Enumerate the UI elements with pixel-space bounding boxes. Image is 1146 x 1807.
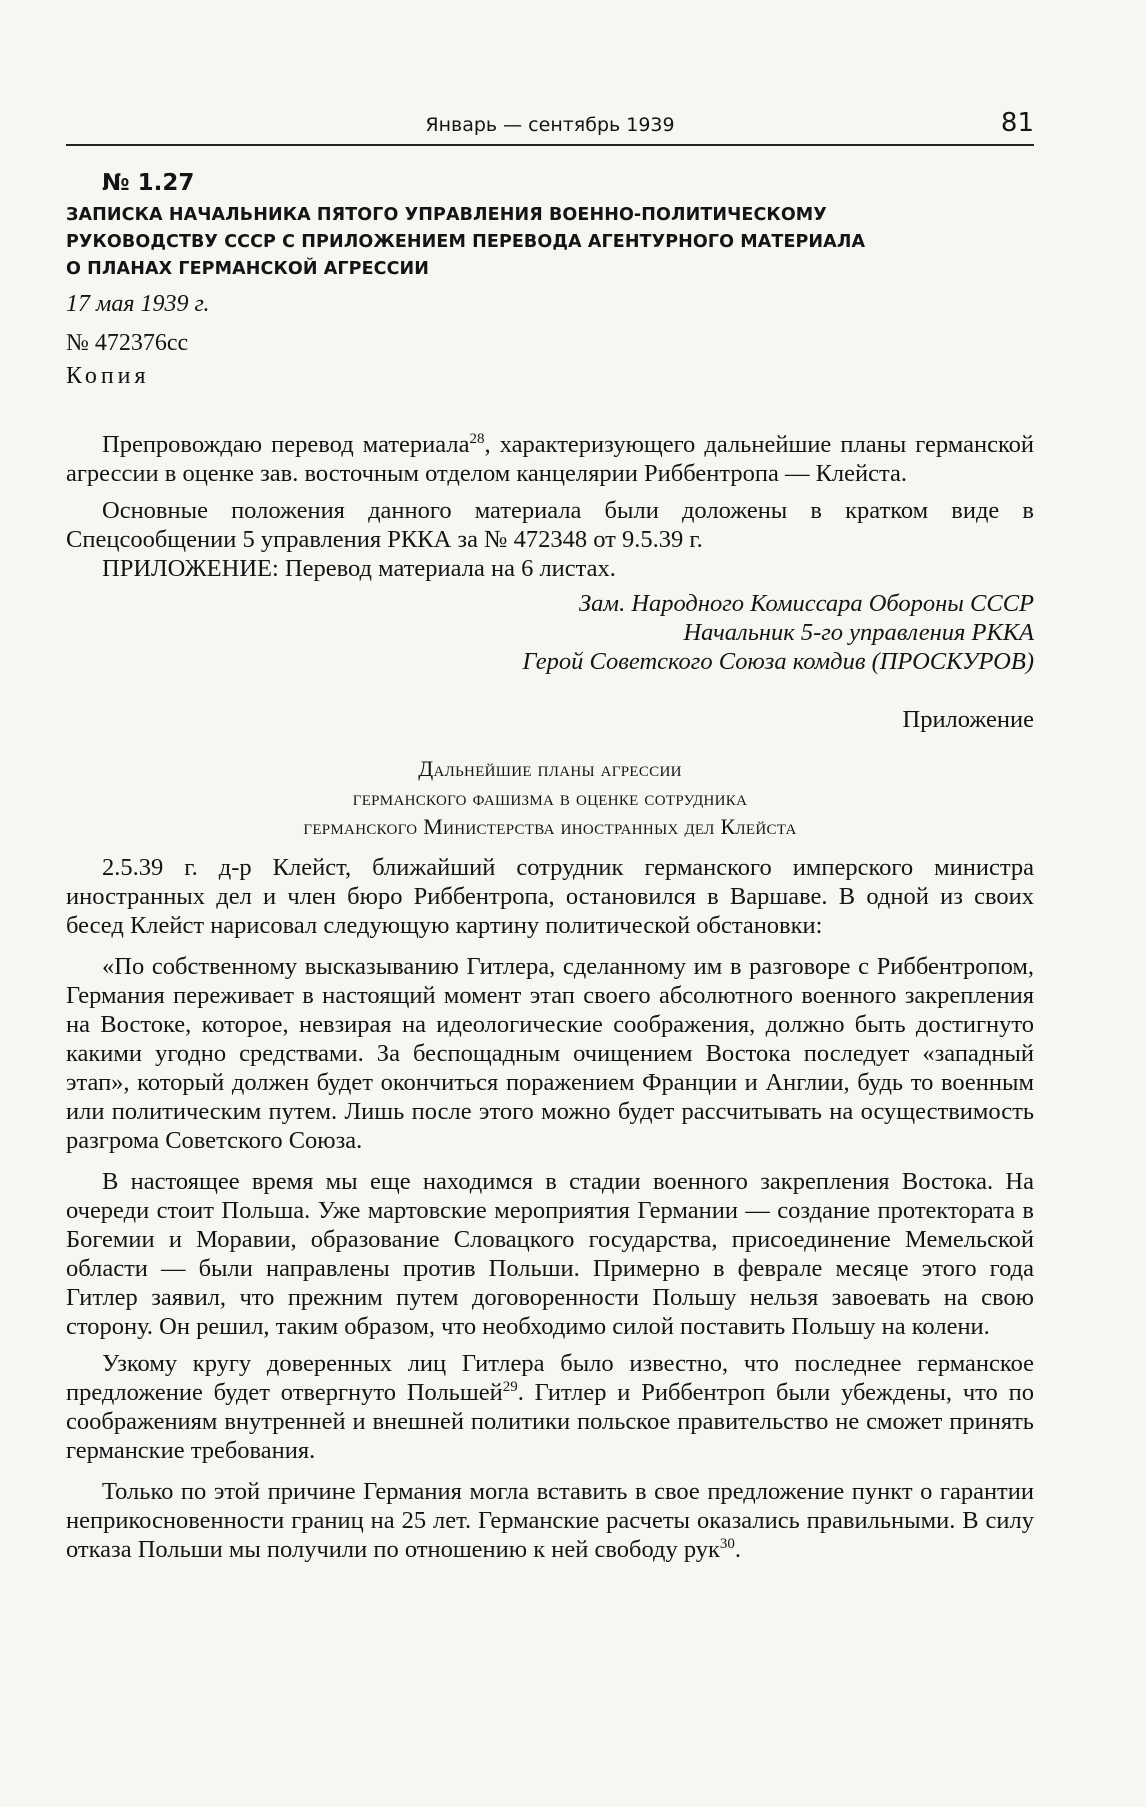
signature-line: Начальник 5-го управления РККА bbox=[683, 619, 1034, 646]
paragraph-attachment: ПРИЛОЖЕНИЕ: Перевод материала на 6 листах. bbox=[102, 555, 616, 582]
heading-line: РУКОВОДСТВУ СССР С ПРИЛОЖЕНИЕМ ПЕРЕВОДА АГЕНТУРНОГО МАТЕРИАЛА bbox=[66, 232, 866, 252]
running-title: Январь — сентябрь 1939 bbox=[425, 114, 675, 136]
copy-mark: Копия bbox=[66, 363, 150, 389]
paragraph-text: . bbox=[734, 1536, 742, 1563]
paragraph-transmittal bbox=[66, 430, 1034, 488]
paragraph-text: , характеризующего дальнейшие планы германской агрессии в оценке зав. восточным отделом канцелярии Риббентропа — Клейста. bbox=[66, 431, 1034, 487]
signature-line: Зам. Народного Комиссара Обороны СССР bbox=[579, 590, 1034, 617]
running-header bbox=[66, 108, 1034, 146]
page-number: 81 bbox=[1000, 108, 1034, 138]
appendix-title-line: германского фашизма в оценке сотрудника bbox=[352, 785, 748, 810]
signature-line: Герой Советского Союза комдив (ПРОСКУРОВ) bbox=[522, 648, 1034, 675]
appendix-paragraph bbox=[66, 1477, 1034, 1564]
paragraph-text: . Гитлер и Риббентроп были убеждены, что по соображениям внутренней и внешней политики польское правительство не сможет принять германские требования. bbox=[66, 1379, 1034, 1464]
document-heading bbox=[66, 202, 1034, 283]
document-date: 17 мая 1939 г. bbox=[66, 291, 210, 317]
appendix-title-line: германского Министерства иностранных дел Клейста bbox=[303, 814, 797, 839]
footnote-ref: 30 bbox=[719, 1535, 735, 1552]
appendix-title-line: Дальнейшие планы агрессии bbox=[418, 756, 682, 781]
registration-number: № 472376сс bbox=[66, 330, 189, 356]
appendix-paragraph bbox=[66, 1349, 1034, 1465]
appendix-paragraph: 2.5.39 г. д-р Клейст, ближайший сотрудник германского имперского министра иностранных дел и член бюро Риббентропа, остановился в Варшаве. В одной из своих бесед Клейст нарисовал следующую картину политической обстановки: bbox=[66, 854, 1034, 939]
footnote-ref: 29 bbox=[502, 1378, 518, 1395]
footnote-ref: 28 bbox=[469, 430, 485, 447]
paragraph-text: Узкому кругу доверенных лиц Гитлера было известно, что последнее германское предложение будет отвергнуто Польшей bbox=[66, 1350, 1034, 1406]
paragraph-summary: Основные положения данного материала были доложены в кратком виде в Спецсообщении 5 управления РККА за № 472348 от 9.5.39 г. bbox=[66, 497, 1034, 553]
paragraph-text: Препровождаю перевод материала bbox=[102, 431, 470, 458]
signature-block bbox=[66, 589, 1034, 676]
appendix-title bbox=[66, 754, 1034, 841]
heading-line: ЗАПИСКА НАЧАЛЬНИКА ПЯТОГО УПРАВЛЕНИЯ ВОЕННО-ПОЛИТИЧЕСКОМУ bbox=[66, 205, 827, 225]
heading-line: О ПЛАНАХ ГЕРМАНСКОЙ АГРЕССИИ bbox=[66, 259, 430, 279]
appendix-label: Приложение bbox=[902, 706, 1034, 733]
appendix-paragraph: «По собственному высказыванию Гитлера, сделанному им в разговоре с Риббентропом, Германия переживает в настоящий момент этап своего абсолютного военного закрепления на Востоке, которое, невзирая на идеологические соображения, должно быть достигнуто какими угодно средствами. За беспощадным очищением Востока последует «западный этап», который должен будет окончиться поражением Франции и Англии, будь то военным или политическим путем. Лишь после этого можно будет рассчитывать на осуществимость разгрома Советского Союза. bbox=[66, 953, 1034, 1154]
document-number: № 1.27 bbox=[102, 170, 195, 196]
paragraph-text: Только по этой причине Германия могла вставить в свое предложение пункт о гарантии неприкосновенности границ на 25 лет. Германские расчеты оказались правильными. В силу отказа Польши мы получили по отношению к ней свободу рук bbox=[66, 1478, 1034, 1563]
appendix-paragraph: В настоящее время мы еще находимся в стадии военного закрепления Востока. На очереди стоит Польша. Уже мартовские мероприятия Германии — создание протектората в Богемии и Моравии, образование Словацкого государства, присоединение Мемельской области — были направлены против Польши. Примерно в феврале месяце этого года Гитлер заявил, что прежним путем договоренности Польшу нельзя завоевать на свою сторону. Он решил, таким образом, что необходимо силой поставить Польшу на колени. bbox=[66, 1168, 1034, 1340]
